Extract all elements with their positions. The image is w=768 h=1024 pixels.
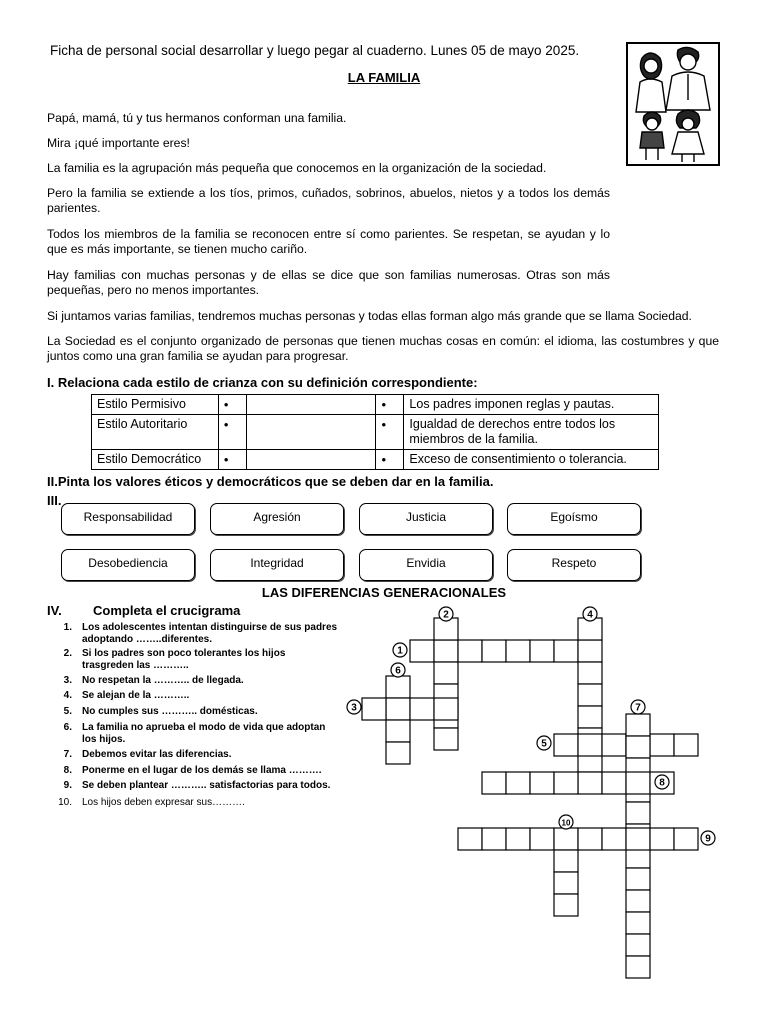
- family-drawing-icon: [628, 44, 718, 164]
- crossword-cell[interactable]: [554, 894, 578, 916]
- crossword-cell[interactable]: [626, 868, 650, 890]
- crossword-cell[interactable]: [626, 956, 650, 978]
- crossword-cell[interactable]: [434, 640, 458, 662]
- crossword-cell[interactable]: [386, 742, 410, 764]
- crossword-cell[interactable]: [386, 676, 410, 698]
- bullet-right: •: [376, 415, 404, 450]
- crossword-cell[interactable]: [578, 640, 602, 662]
- table-row: [92, 450, 659, 470]
- crossword-cell[interactable]: [578, 662, 602, 684]
- section-2-heading: II.Pinta los valores éticos y democráticos que se deben dar en la familia.: [47, 474, 494, 489]
- clue-number: 3: [351, 702, 357, 714]
- crossword-cell[interactable]: [626, 714, 650, 736]
- crossword-cell[interactable]: [506, 828, 530, 850]
- clue-number: 4: [587, 609, 593, 621]
- crossword-cell[interactable]: [530, 772, 554, 794]
- crossword-cell[interactable]: [458, 640, 482, 662]
- paragraph-3: La familia es la agrupación más pequeña que conocemos en la organización de la sociedad.: [47, 161, 547, 175]
- worksheet-header: Ficha de personal social desarrollar y luego pegar al cuaderno. Lunes 05 de mayo 2025.: [50, 43, 580, 58]
- value-box[interactable]: Agresión: [210, 503, 344, 535]
- definition-cell: Exceso de consentimiento o tolerancia.: [404, 450, 659, 470]
- crossword-cell[interactable]: [578, 828, 602, 850]
- crossword-cell[interactable]: [578, 706, 602, 728]
- paragraph-7: Si juntamos varias familias, tendremos muchas personas y todas ellas forman algo más grande que se llama Sociedad.: [47, 309, 692, 323]
- crossword-cell[interactable]: [482, 640, 506, 662]
- value-box[interactable]: Integridad: [210, 549, 344, 581]
- crossword-cell[interactable]: [386, 698, 410, 720]
- crossword-cell[interactable]: [386, 720, 410, 742]
- crossword-cell[interactable]: [578, 772, 602, 794]
- crossword-cell[interactable]: [506, 772, 530, 794]
- paragraph-2: Mira ¡qué importante eres!: [47, 136, 190, 150]
- page-title: LA FAMILIA: [347, 70, 421, 85]
- value-box[interactable]: Responsabilidad: [61, 503, 195, 535]
- value-box[interactable]: Respeto: [507, 549, 641, 581]
- crossword-cell[interactable]: [482, 828, 506, 850]
- crossword-cell[interactable]: [362, 698, 386, 720]
- clue-number: 5: [541, 738, 547, 750]
- paragraph-6: Hay familias con muchas personas y de ellas se dice que son familias numerosas. Otras son más pequeñas, pero no menos importantes.: [47, 268, 610, 297]
- crossword-cell[interactable]: [434, 698, 458, 720]
- crossword-cell[interactable]: [554, 772, 578, 794]
- crossword-cell[interactable]: [602, 828, 626, 850]
- answer-cell[interactable]: [246, 395, 376, 415]
- crossword-cell[interactable]: [410, 640, 434, 662]
- crossword-cell[interactable]: [554, 850, 578, 872]
- crossword-cell[interactable]: [602, 734, 626, 756]
- crossword-cell[interactable]: [674, 734, 698, 756]
- section-3-label: III.: [47, 493, 62, 508]
- clue-number: 7: [635, 702, 641, 714]
- crossword-cell[interactable]: [554, 640, 578, 662]
- bullet-right: •: [376, 450, 404, 470]
- crossword-cell[interactable]: [674, 828, 698, 850]
- bullet-right: •: [376, 395, 404, 415]
- paragraph-5: Todos los miembros de la familia se reconocen entre sí como parientes. Se respetan, se ayudan y lo que es más importante, se tienen mucho cariño.: [47, 227, 610, 256]
- generational-title: LAS DIFERENCIAS GENERACIONALES: [261, 585, 507, 600]
- clue-number: 10: [561, 818, 571, 828]
- crossword-cell[interactable]: [626, 912, 650, 934]
- crossword-cell[interactable]: [530, 640, 554, 662]
- crossword-cell[interactable]: [650, 734, 674, 756]
- crossword-cell[interactable]: [626, 736, 650, 758]
- crossword-cell[interactable]: [506, 640, 530, 662]
- section-4-heading: Completa el crucigrama: [93, 603, 241, 618]
- crossword-cell[interactable]: [554, 872, 578, 894]
- paragraph-8: La Sociedad es el conjunto organizado de personas que tienen muchas cosas en común: el idioma, las costumbres y que juntos como una gran familia se ayudan para progresar.: [47, 334, 719, 363]
- definition-cell: Igualdad de derechos entre todos los miembros de la familia.: [404, 415, 659, 450]
- crossword-cell[interactable]: [578, 684, 602, 706]
- section-4-numeral: IV.: [47, 603, 62, 618]
- crossword-cell[interactable]: [626, 890, 650, 912]
- bullet-left: •: [218, 395, 246, 415]
- clue-number: 2: [443, 609, 449, 621]
- crossword-cell[interactable]: [626, 934, 650, 956]
- crossword-cell[interactable]: [650, 828, 674, 850]
- crossword-cell[interactable]: [578, 734, 602, 756]
- crossword-cell[interactable]: [434, 728, 458, 750]
- crossword-cell[interactable]: [626, 828, 650, 850]
- crossword-cell[interactable]: [410, 698, 434, 720]
- matching-table: [91, 394, 659, 470]
- clue-number: 8: [659, 777, 665, 789]
- crossword-cell[interactable]: [458, 828, 482, 850]
- crossword-cell[interactable]: [434, 662, 458, 684]
- family-illustration: [626, 42, 720, 166]
- crossword-cell[interactable]: [554, 734, 578, 756]
- clue-number: 9: [705, 833, 711, 845]
- style-cell: Estilo Autoritario: [92, 415, 219, 450]
- value-box[interactable]: Justicia: [359, 503, 493, 535]
- section-1-heading: I. Relaciona cada estilo de crianza con su definición correspondiente:: [47, 375, 478, 390]
- bullet-left: •: [218, 450, 246, 470]
- answer-cell[interactable]: [246, 415, 376, 450]
- crossword-cell[interactable]: [626, 802, 650, 824]
- style-cell: Estilo Democrático: [92, 450, 219, 470]
- definition-cell: Los padres imponen reglas y pautas.: [404, 395, 659, 415]
- paragraph-1: Papá, mamá, tú y tus hermanos conforman una familia.: [47, 111, 347, 125]
- crossword-cell[interactable]: [530, 828, 554, 850]
- answer-cell[interactable]: [246, 450, 376, 470]
- table-row: [92, 415, 659, 450]
- bullet-left: •: [218, 415, 246, 450]
- value-box[interactable]: Egoísmo: [507, 503, 641, 535]
- value-box[interactable]: Envidia: [359, 549, 493, 581]
- crossword-cell[interactable]: [626, 772, 650, 794]
- clue-number: 1: [397, 645, 403, 657]
- table-row: [92, 395, 659, 415]
- clue-number: 6: [395, 665, 401, 677]
- crossword-cell[interactable]: [554, 828, 578, 850]
- style-cell: Estilo Permisivo: [92, 395, 219, 415]
- crossword-grid[interactable]: [340, 600, 730, 980]
- crossword-cell[interactable]: [482, 772, 506, 794]
- crossword-cell[interactable]: [602, 772, 626, 794]
- paragraph-4: Pero la familia se extiende a los tíos, primos, cuñados, sobrinos, abuelos, nietos y a todos los demás parientes.: [47, 186, 610, 215]
- value-box[interactable]: Desobediencia: [61, 549, 195, 581]
